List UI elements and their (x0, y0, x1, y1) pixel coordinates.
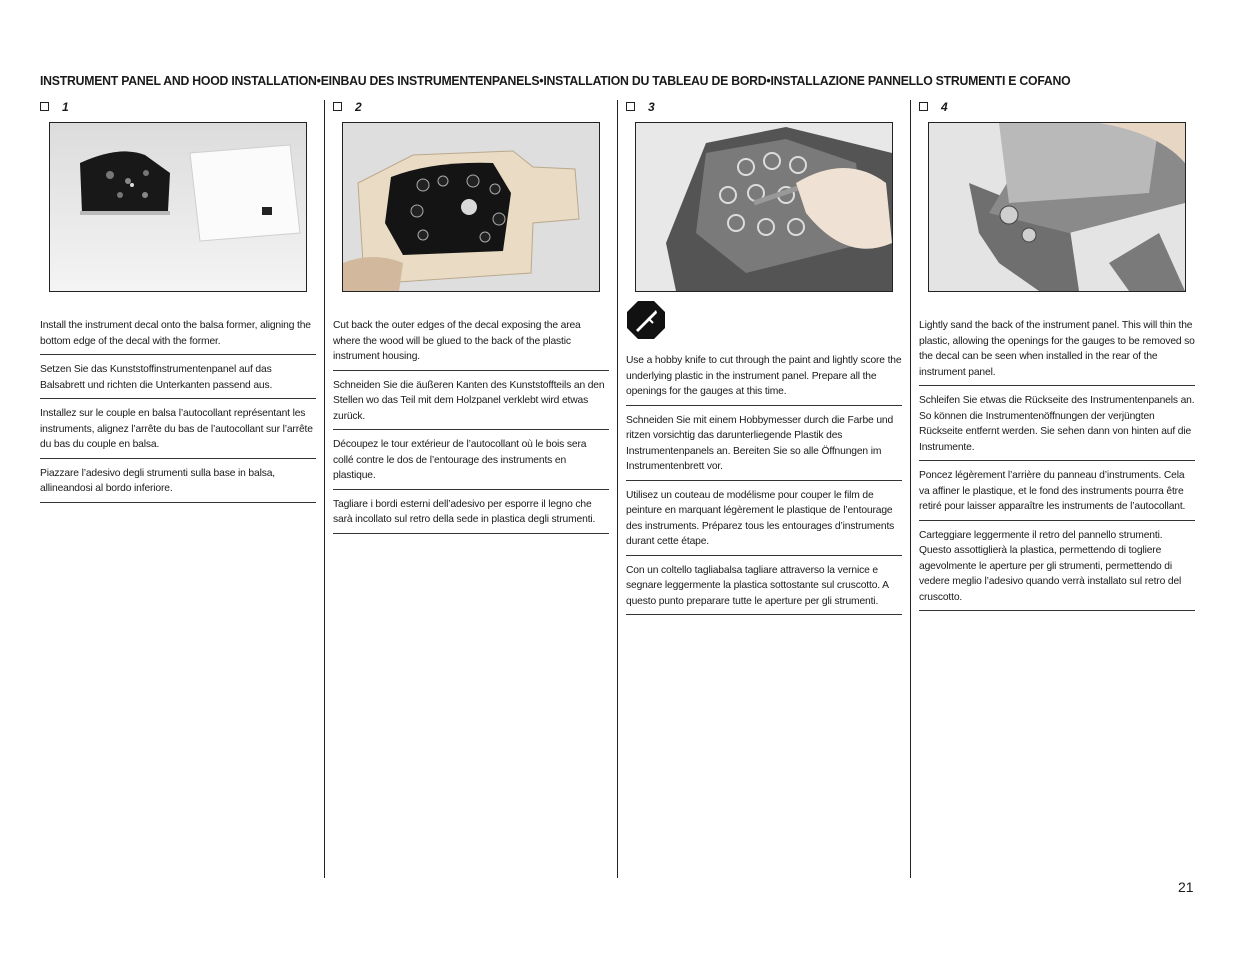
step-4-text (919, 318, 1195, 618)
step-1-header (40, 100, 316, 116)
step-1-checkbox[interactable] (40, 102, 49, 111)
step-2-checkbox[interactable] (333, 102, 342, 111)
step-2-header (333, 100, 609, 116)
step-3-photo (635, 122, 893, 292)
step-2-french: Découpez le tour extérieur de l’autocollant où le bois sera collé contre le dos de l’entourage des instruments en plastique. (333, 437, 609, 490)
step-3-column (626, 100, 902, 607)
step-1-number: 1 (62, 100, 69, 114)
step-3-checkbox[interactable] (626, 102, 635, 111)
step-1-column (40, 100, 316, 494)
step-1-german: Setzen Sie das Kunststoffinstrumentenpanel auf das Balsabrett und richten die Unterkanten passend aus. (40, 362, 316, 399)
step-3-french: Utilisez un couteau de modélisme pour couper le film de peinture en marquant légèrement le plastique de l’entourage des instruments. Préparez tous les entourages d’instruments durant cette étape. (626, 488, 902, 556)
step-2-text (333, 318, 609, 541)
page-number: 21 (1178, 879, 1194, 895)
step-4-german: Schleifen Sie etwas die Rückseite des Instrumentenpanels an. So können die Instrumentenöffnungen der verjüngten Rückseite entfernt werden. Sie sehen dann von hinten auf die Instrumente. (919, 393, 1195, 461)
column-divider (324, 100, 325, 878)
page-title: INSTRUMENT PANEL AND HOOD INSTALLATION•EINBAU DES INSTRUMENTENPANELS•INSTALLATION DU TABLEAU DE BORD•INSTALLAZIONE PANNELLO STRUMENTI E COFANO (40, 73, 1071, 88)
step-4-english: Lightly sand the back of the instrument panel. This will thin the plastic, allowing the openings for the gauges to be removed so the decal can be seen when installed in the rear of the instrument panel. (919, 318, 1195, 386)
step-1-photo (49, 122, 307, 292)
step-2-column (333, 100, 609, 525)
step-4-checkbox[interactable] (919, 102, 928, 111)
step-3-text (626, 353, 902, 622)
column-divider (617, 100, 618, 878)
step-3-german: Schneiden Sie mit einem Hobbymesser durch die Farbe und ritzen vorsichtig das darunterliegende Plastik des Instrumentenpanels an. Bereiten Sie so alle Öffnungen im Instrumentenbrett vor. (626, 413, 902, 481)
step-1-italian: Piazzare l’adesivo degli strumenti sulla base in balsa, allineandosi al bordo inferiore. (40, 466, 316, 503)
column-divider (910, 100, 911, 878)
step-3-number: 3 (648, 100, 655, 114)
step-4-french: Poncez légèrement l’arrière du panneau d’instruments. Cela va affiner le plastique, et le fond des instruments pourra être retiré pour laisser apparaître les instruments de l’autocollant. (919, 468, 1195, 521)
step-1-text (40, 318, 316, 510)
step-4-italian: Carteggiare leggermente il retro del pannello strumenti. Questo assottiglierà la plastica, permettendo di togliere agevolmente le aperture per gli strumenti, permettendo di vedere meglio l’adesivo quando verrà installato sul retro del cruscotto. (919, 528, 1195, 612)
step-2-english: Cut back the outer edges of the decal exposing the area where the wood will be glued to the back of the plastic instrument housing. (333, 318, 609, 371)
step-1-french: Installez sur le couple en balsa l’autocollant représentant les instruments, alignez l’arrête du bas de l’autocollant sur l’arrête du bas du couple en balsa. (40, 406, 316, 459)
step-4-number: 4 (941, 100, 948, 114)
step-4-photo (928, 122, 1186, 292)
step-2-german: Schneiden Sie die äußeren Kanten des Kunststoffteils an den Stellen wo das Teil mit dem Holzpanel verklebt wird etwas zurück. (333, 378, 609, 431)
step-3-italian: Con un coltello tagliabalsa tagliare attraverso la vernice e segnare leggermente la plastica sottostante sul cruscotto. A questo punto preparare tutte le aperture per gli strumenti. (626, 563, 902, 616)
step-2-italian: Tagliare i bordi esterni dell’adesivo per esporre il legno che sarà incollato sul retro della sede in plastica degli strumenti. (333, 497, 609, 534)
step-3-header (626, 100, 902, 116)
step-3-english: Use a hobby knife to cut through the paint and lightly score the underlying plastic in the instrument panel. Prepare all the openings for the gauges at this time. (626, 353, 902, 406)
hobby-knife-icon (626, 300, 666, 340)
step-1-english: Install the instrument decal onto the balsa former, aligning the bottom edge of the decal with the former. (40, 318, 316, 355)
step-2-photo (342, 122, 600, 292)
step-4-column (919, 100, 1195, 603)
step-4-header (919, 100, 1195, 116)
step-2-number: 2 (355, 100, 362, 114)
